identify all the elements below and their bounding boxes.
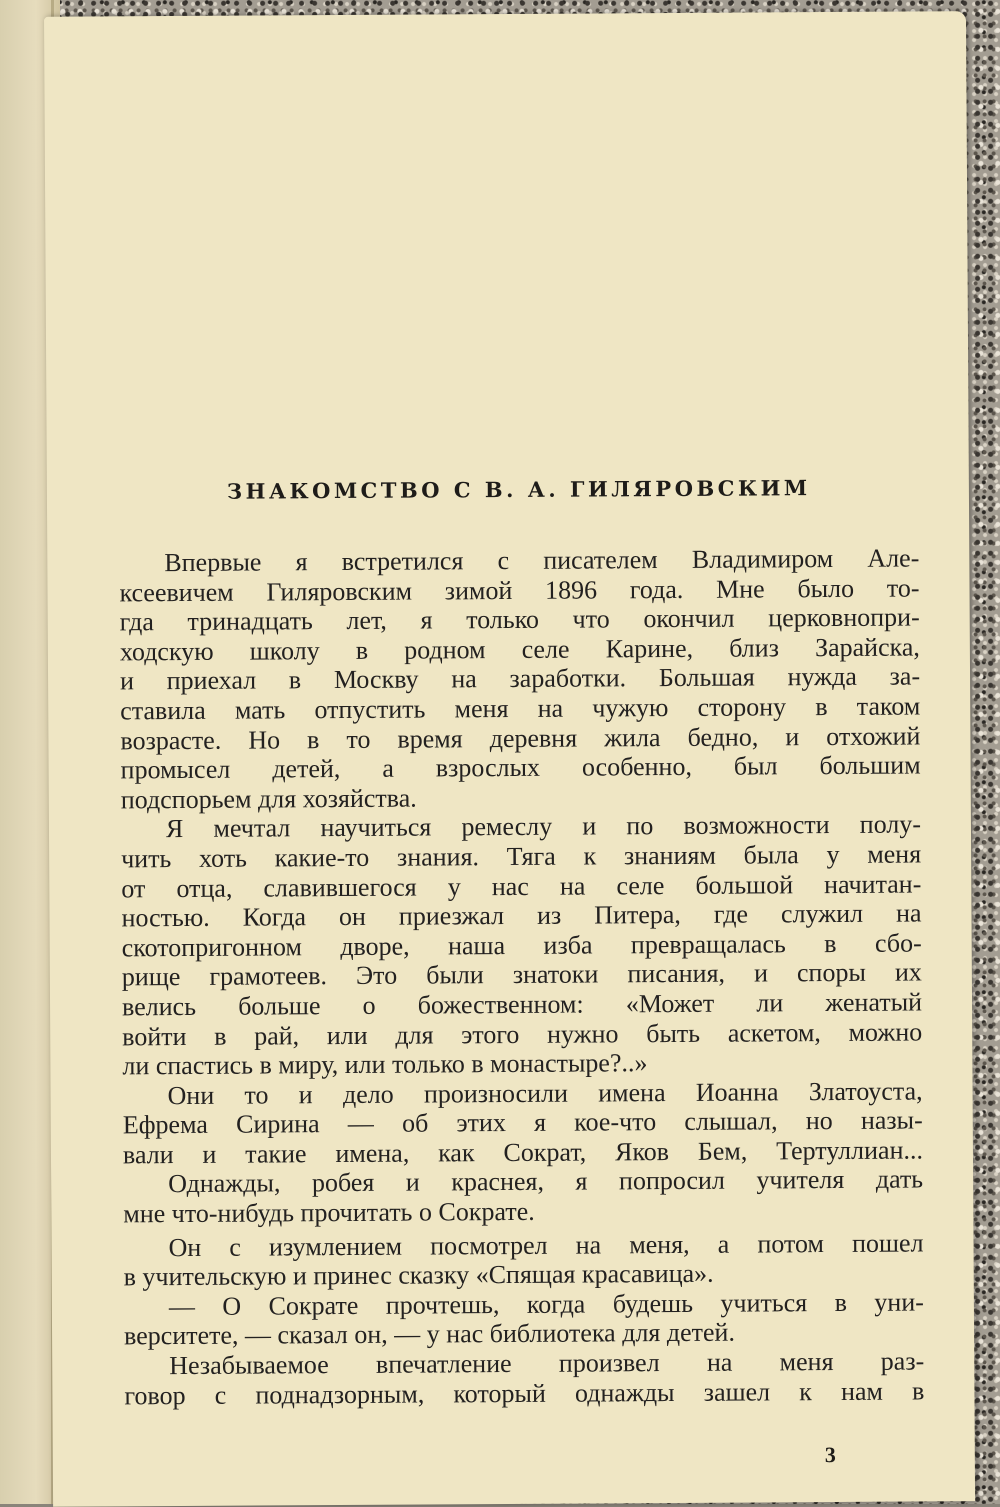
book-page — [44, 11, 975, 1507]
text-line: ставила мать отпустить меня на чужую сторону в таком — [120, 691, 921, 726]
text-line: вали и такие имена, как Сократ, Яков Бем, Тертуллиан... — [122, 1135, 924, 1170]
text-line: мне что-нибудь прочитать о Сократе. — [123, 1196, 535, 1229]
text-line: Ефрема Сирина — об этих я кое-что слышал, но назы- — [122, 1105, 923, 1140]
text-line: Незабываемое впечатление произвел на меня раз- — [169, 1346, 925, 1381]
text-line: ли спастись в миру, или только в монастыре?..» — [122, 1048, 648, 1081]
text-line: велись больше о божественном: «Может ли женатый — [121, 987, 923, 1022]
text-line: ностью. Когда он приезжал из Питера, где служил на — [121, 898, 922, 933]
page-number: 3 — [824, 1442, 836, 1468]
chapter-heading: ЗНАКОМСТВО С В. А. ГИЛЯРОВСКИМ — [226, 475, 811, 504]
text-line: верситете, — сказал он, — у нас библиотека для детей. — [123, 1318, 736, 1351]
body-text — [119, 543, 924, 1410]
text-line: Впервые я встретился с писателем Владимиром Але- — [164, 543, 920, 578]
text-line: рище грамотеев. Это были знатоки писания, и споры их — [121, 957, 922, 992]
text-line: ксеевичем Гиляровским зимой 1896 года. Мне было то- — [119, 573, 920, 607]
text-line: возрасте. Но в то время деревня жила бедно, и отхожий — [120, 721, 921, 755]
text-line: подспорьем для хозяйства. — [120, 783, 417, 815]
text-line: скотопригонном дворе, наша изба превращалась в сбо- — [121, 928, 922, 963]
text-line: говор с поднадзорным, который однажды зашел к нам в — [124, 1376, 925, 1410]
text-line: и приехал в Москву на заработки. Большая нужда за- — [119, 661, 921, 696]
text-line: в учительскую и принес сказку «Спящая красавица». — [123, 1258, 714, 1292]
text-line: войти в рай, или для этого нужно быть аскетом, можно — [122, 1016, 923, 1051]
text-line: от отца, славившегося у нас на селе большой начитан- — [121, 869, 922, 903]
text-line: гда тринадцать лет, я только что окончил церковнопри- — [119, 602, 920, 637]
text-line: чить хоть какие-то знания. Тяга к знаниям была у меня — [121, 839, 922, 874]
text-line: Он с изумлением посмотрел на меня, а потом пошел — [168, 1228, 924, 1262]
text-line: ходскую школу в родном селе Карине, близ Зарайска, — [119, 632, 920, 667]
text-line: — О Сократе прочтешь, когда будешь учиться в уни- — [168, 1287, 924, 1321]
text-line: Я мечтал научиться ремеслу и по возможности полу- — [165, 809, 922, 844]
text-line: промысел детей, а взрослых особенно, был большим — [120, 750, 921, 785]
text-line: Они то и дело произносили имена Иоанна Златоуста, — [167, 1076, 923, 1110]
text-line: Однажды, робея и краснея, я попросил учителя дать — [168, 1164, 924, 1199]
